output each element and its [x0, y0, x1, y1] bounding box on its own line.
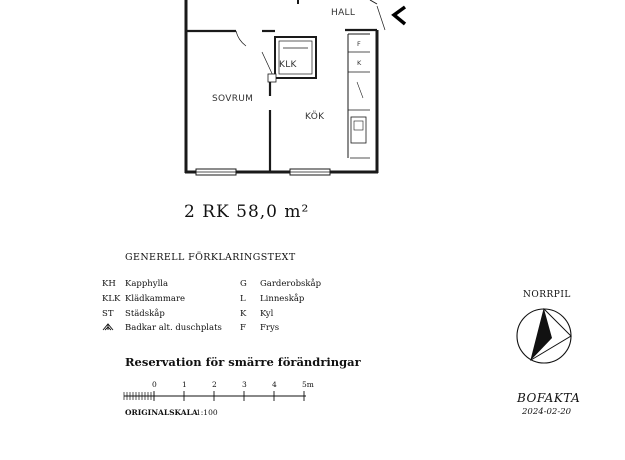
entrance-frame — [370, 0, 377, 4]
legend-code: L — [240, 294, 246, 304]
shower-icon — [103, 324, 113, 330]
room-label-kok: KÖK — [305, 112, 325, 122]
legend-code: KH — [102, 279, 116, 289]
legend-text: Kyl — [260, 309, 274, 319]
floor-plan — [185, 0, 385, 175]
legend — [102, 251, 322, 333]
legend-text: Badkar alt. duschplats — [125, 323, 222, 333]
door-entrance — [377, 6, 385, 30]
reservation-note: Reservation för smärre förändringar — [125, 355, 361, 369]
north-label: NORRPIL — [523, 290, 571, 300]
legend-code: K — [240, 309, 247, 319]
brand-name: BOFAKTA — [517, 391, 581, 405]
scale-label: ORIGINALSKALA — [125, 408, 198, 417]
room-label-hall: HALL — [331, 8, 356, 18]
door-swing-sovrum — [236, 31, 246, 46]
kitchen-sink-bowl — [354, 121, 363, 130]
counter-mark-k: K — [357, 59, 362, 67]
scale-bar — [124, 380, 314, 401]
room-label-sovrum: SOVRUM — [212, 94, 254, 104]
scale-tick-label: 4 — [272, 380, 277, 389]
legend-text: Kapphylla — [125, 279, 169, 289]
klk-door-post — [268, 74, 276, 82]
legend-text: Klädkammare — [125, 294, 186, 304]
legend-code: ST — [102, 309, 114, 319]
entrance-arrow-icon — [394, 7, 405, 24]
apartment-area: 2 RK 58,0 m² — [184, 202, 310, 222]
legend-text: Städskåp — [125, 309, 165, 319]
legend-code: F — [240, 323, 246, 333]
klk-closet — [275, 37, 316, 78]
room-label-klk: KLK — [279, 60, 297, 70]
legend-code: KLK — [102, 294, 121, 304]
scale-tick-label: 1 — [182, 380, 187, 389]
legend-text: Linneskåp — [260, 294, 305, 304]
scale-tick-label: 5m — [302, 380, 314, 389]
legend-text: Garderobskåp — [260, 279, 322, 289]
brand-date: 2024-02-20 — [522, 407, 572, 417]
scale-tick-label: 3 — [242, 380, 247, 389]
scale-tick-label: 0 — [152, 380, 157, 389]
north-arrow-icon — [517, 309, 571, 363]
scale-tick-label: 2 — [212, 380, 217, 389]
legend-text: Frys — [260, 323, 280, 333]
counter-mark-f: F — [357, 40, 361, 48]
scale-ratio: 1:100 — [196, 408, 218, 417]
stove-mark — [357, 82, 363, 98]
legend-code: G — [240, 279, 247, 289]
legend-title: GENERELL FÖRKLARINGSTEXT — [125, 252, 296, 263]
